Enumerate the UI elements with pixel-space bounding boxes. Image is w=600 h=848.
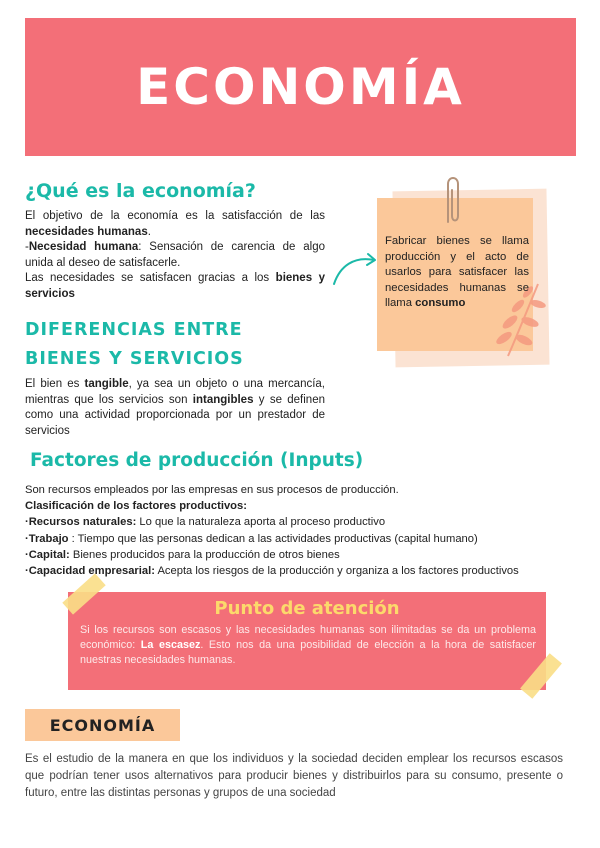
text-span: , ya sea un objeto o una mercancía, mientras que los servicios son bbox=[25, 378, 325, 406]
item-label: ·Capacidad empresarial: bbox=[25, 565, 155, 578]
que-es-paragraph bbox=[25, 209, 325, 302]
text-span: El objetivo de la economía es la satisfacción de las bbox=[25, 210, 325, 222]
heading-line: DIFERENCIAS ENTRE bbox=[25, 320, 243, 340]
item-label: ·Recursos naturales: bbox=[25, 516, 137, 529]
list-item bbox=[25, 531, 585, 547]
list-item bbox=[25, 563, 585, 579]
text-span: . Esto nos da una posibilidad de elección a la hora de satisfacer nuestras necesidades humanas. bbox=[80, 639, 536, 666]
list-item bbox=[25, 514, 585, 530]
economia-definition: Es el estudio de la manera en que los individuos y la sociedad deciden emplear los recursos escasos que podrían tener usos alternativos para producir bienes y distribuirlos para su consumo, presente o futuro, entre las distintas personas y grupos de una sociedad bbox=[25, 753, 563, 799]
item-text: Acepta los riesgos de la producción y organiza a los factores productivos bbox=[154, 565, 519, 578]
item-text: Bienes producidos para la producción de otros bienes bbox=[69, 548, 340, 561]
text-span: y se definen como una actividad proporcionada por un prestador de servicios bbox=[25, 393, 325, 437]
section-heading-diferencias bbox=[25, 316, 244, 374]
bold-span: necesidades humanas bbox=[25, 225, 148, 238]
item-text: : Tiempo que las personas dedican a las actividades productivas (capital humano) bbox=[68, 532, 478, 545]
factores-intro: Son recursos empleados por las empresas en sus procesos de producción. bbox=[25, 484, 399, 496]
page-title: ECONOMÍA bbox=[136, 58, 465, 116]
bold-span: Clasificación de los factores productivos: bbox=[25, 500, 247, 513]
bold-span: La escasez bbox=[140, 639, 201, 651]
list-item bbox=[25, 547, 585, 563]
factores-list bbox=[25, 482, 585, 579]
bold-span: Necesidad humana bbox=[28, 241, 139, 253]
text-span: Si los recursos son escasos y las necesidades humanas son ilimitadas se da un problema económico: bbox=[80, 624, 536, 651]
section-heading-factores: Factores de producción (Inputs) bbox=[30, 450, 364, 471]
item-label: ·Trabajo bbox=[25, 532, 69, 545]
diferencias-paragraph bbox=[25, 377, 325, 439]
text-span: - bbox=[25, 241, 29, 253]
text-span: . bbox=[147, 225, 151, 238]
text-span: : Sensación de carencia de algo unida al deseo de satisfacerle. bbox=[25, 241, 325, 269]
title-banner bbox=[25, 18, 576, 156]
attention-text bbox=[80, 623, 536, 668]
item-label: ·Capital: bbox=[25, 548, 70, 561]
bold-span: tangible bbox=[84, 378, 129, 390]
item-text: Lo que la naturaleza aporta al proceso productivo bbox=[136, 516, 386, 529]
curved-arrow-icon bbox=[330, 248, 382, 290]
section-heading-que-es: ¿Qué es la economía? bbox=[25, 180, 256, 202]
text-span: El bien es bbox=[25, 378, 85, 390]
paperclip-icon bbox=[440, 172, 464, 228]
text-span: Fabricar bienes se llama producción y el acto de usarlos para satisfacer las necesidades humanas se llama bbox=[385, 235, 529, 309]
sticky-note-text bbox=[385, 234, 529, 312]
attention-title: Punto de atención bbox=[214, 598, 400, 619]
economia-label: ECONOMÍA bbox=[25, 709, 180, 741]
bold-span: consumo bbox=[415, 297, 466, 309]
bold-span: intangibles bbox=[192, 393, 254, 406]
text-span: Las necesidades se satisfacen gracias a los bbox=[25, 272, 276, 284]
factores-clasificacion bbox=[25, 498, 585, 514]
bold-span: bienes y servicios bbox=[25, 272, 325, 300]
heading-line: BIENES Y SERVICIOS bbox=[25, 349, 244, 369]
